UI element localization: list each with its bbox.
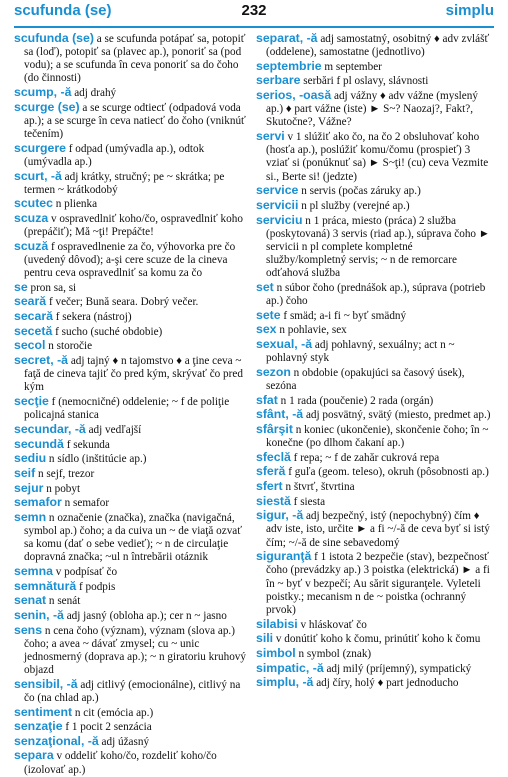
entry-headword: septembrie [256,58,322,73]
entry-definition: n cena čoho (význam), význam (slova ap.) čoho; a avea ~ dávať zmysel; cu ~ unic jednosmerný (doprava ap.); ~ n giratoriu kruhový objazd [24,624,246,677]
entry-headword: sfert [256,479,283,493]
dictionary-entry [14,395,246,422]
entry-definition: a se scurge odtiecť (odpadová voda ap.); a se scurge în ceva natiecť do čoho (vniknúť tečením) [24,101,246,141]
entry-headword: servicii [256,197,299,212]
entry-definition: v oddeliť koho/čo, rozdeliť koho/čo (izolovať ap.) [24,750,217,776]
entry-headword: serios, -oasă [256,88,332,103]
entry-definition: n sejf, trezor [35,467,95,480]
dictionary-entry [256,618,494,632]
entry-headword: senin, -ă [14,607,64,622]
entry-definition: n štvrť, štvrtina [282,481,355,493]
entry-definition: adj vedľajší [85,423,142,436]
right-column [256,32,494,691]
entry-definition: adj citlivý (emocionálne), citlivý na čo (na chlad ap.) [24,678,241,704]
dictionary-entry [256,32,494,59]
dictionary-entry [14,339,246,353]
dictionary-entry [256,662,494,676]
dictionary-entry [256,676,494,690]
entry-headword: serbare [256,73,301,88]
dictionary-entry [256,509,494,549]
entry-definition: serbări f pl oslavy, slávnosti [300,75,429,88]
dictionary-entry [256,495,494,509]
entry-definition: adj jasný (obloha ap.); cer n ~ jasno [63,609,227,622]
entry-headword: secundă [14,436,64,451]
dictionary-entry [14,240,246,280]
entry-definition: f ospravedlnenie za čo, výhovorka pre čo (uvedený dôvod); a-şi cere scuze de la cineva pentru ceva ospravedlniť sa komu za čo [24,240,236,280]
dictionary-entry [14,749,246,776]
entry-definition: adj drahý [71,87,117,100]
entry-definition: f podpis [76,580,116,593]
dictionary-entry [256,184,494,198]
page-header [14,0,494,28]
dictionary-entry [256,550,494,617]
entry-definition: n symbol (znak) [295,647,372,660]
entry-headword: secol [14,338,46,353]
entry-headword: sfârşit [256,421,293,436]
entry-definition: n semafor [61,497,110,510]
entry-headword: silabisi [256,616,298,631]
entry-definition: adj úžasný [98,735,150,748]
entry-headword: senat [14,593,47,608]
last-guide-word: simplu [445,2,494,19]
entry-headword: seif [14,465,36,480]
first-guide-word: scufunda (se) [14,2,112,19]
entry-definition: adj samostatný, osobitný ♦ adv zvlášť (oddelene), samostatne (jednotlivo) [266,33,490,59]
entry-headword: scurge (se) [14,99,80,114]
entry-definition: v donútiť koho k čomu, prinútiť koho k čomu [273,633,481,646]
entry-headword: serviciu [256,212,303,227]
dictionary-entry [14,624,246,678]
dictionary-entry [14,438,246,452]
dictionary-entry [14,467,246,481]
entry-headword: scufunda (se) [14,31,94,45]
dictionary-entry [256,423,494,450]
dictionary-entry [14,101,246,141]
entry-headword: scuza [14,211,49,226]
entry-definition: f 1 pocit 2 senzácia [62,721,152,734]
dictionary-entry [256,74,494,88]
dictionary-entry [14,325,246,339]
entry-definition: a se scufunda potápať sa, potopiť sa (loď), potopiť sa (plavec ap.), ponoriť sa (pod vodu); a se scufunda în ceva ponoriť sa do čoho (do činnosti) [24,33,246,85]
dictionary-entry [14,197,246,211]
dictionary-entry [14,452,246,466]
entry-headword: semnătură [14,578,77,593]
dictionary-entry [14,496,246,510]
entry-definition: f odpad (umývadla ap.), odtok (umývadla ap.) [24,142,205,168]
entry-definition: n pobyt [43,482,81,495]
dictionary-entry [256,214,494,281]
entry-definition: v ospravedlniť koho/čo, ospravedlniť koho (prepáčiť); Mă ~ţi! Prepáčte! [24,213,243,239]
entry-headword: sex [256,322,277,337]
entry-headword: sigur, -ă [256,508,304,523]
entry-definition: n súbor čoho (prednášok ap.), súprava (potrieb ap.) čoho [266,281,486,307]
entry-definition: n 1 práca, miesto (práca) 2 služba (poskytovaná) 3 servis (riad ap.), súprava čoho ► servicii n pl complete kompletné služby/kompletný servis; ~ n de remorcare odťahová služba [266,214,490,280]
entry-definition: n pl služby (verejné ap.) [298,199,410,212]
entry-headword: sferă [256,464,286,479]
dictionary-entry [256,394,494,408]
entry-headword: scutec [14,196,53,211]
entry-definition: adj krátky, stručný; pe ~ skrátka; pe termen ~ krátkodobý [24,170,225,196]
dictionary-entry [14,170,246,197]
dictionary-entry [14,565,246,579]
dictionary-entry [14,32,246,86]
entry-headword: sfeclă [256,449,291,464]
entry-headword: sfat [256,392,278,407]
dictionary-entry [14,511,246,565]
entry-headword: sexual, -ă [256,336,313,351]
entry-definition: n storočie [45,340,93,353]
entry-definition: f smäd; a-i fi ~ byť smädný [280,309,407,322]
entry-headword: secundar, -ă [14,421,86,436]
entry-headword: senzaţional, -ă [14,733,99,748]
entry-definition: pron sa, si [27,281,77,294]
dictionary-entry [256,647,494,661]
entry-headword: scurgere [14,140,66,155]
entry-headword: sejur [14,480,44,495]
entry-headword: scuză [14,238,49,253]
entry-headword: sezon [256,364,291,379]
entry-headword: simbol [256,645,296,660]
entry-definition: v podpísať čo [52,565,118,578]
dictionary-entry [256,451,494,465]
entry-definition: adj bezpečný, istý (nepochybný) čím ♦ adv iste, isto, určite ► a fi ~/-ă de ceva byť si istý čím; ~/-ă de sine sebavedomý [266,510,490,549]
entry-definition: n senát [46,595,81,608]
entry-headword: scump, -ă [14,85,72,100]
entry-headword: siestă [256,493,291,508]
entry-definition: f sucho (suché obdobie) [52,325,163,338]
dictionary-entry [256,408,494,422]
dictionary-entry [256,480,494,494]
entry-definition: n obdobie (opakujúci sa časový úsek), sezóna [266,366,465,392]
entry-definition: n pohlavie, sex [276,324,347,337]
dictionary-entry [256,632,494,646]
entry-definition: n koniec (ukončenie), skončenie čoho; în ~ konečne (po dlhom čakaní ap.) [266,423,489,450]
dictionary-entry [14,609,246,623]
entry-headword: siguranţă [256,549,312,564]
entry-headword: se [14,279,28,294]
dictionary-entry [256,130,494,184]
entry-definition: n cit (emócia ap.) [72,706,154,719]
entry-definition: adj číry, holý ♦ part jednoducho [313,677,459,690]
entry-definition: f sekunda [63,438,110,451]
entry-headword: sfânt, -ă [256,407,304,422]
dictionary-entry [14,295,246,309]
dictionary-entry [14,706,246,720]
dictionary-entry [256,60,494,74]
entry-definition: f (nemocničné) oddelenie; ~ f de poliţie policajná stanica [24,396,230,422]
entry-definition: f repa; ~ f de zahăr cukrová repa [290,451,440,464]
entry-definition: f sekera (nástroj) [52,311,132,324]
dictionary-entry [256,281,494,308]
entry-definition: f večer; Bună seara. Dobrý večer. [46,296,199,309]
dictionary-entry [256,465,494,479]
dictionary-entry [14,212,246,239]
entry-headword: separat, -ă [256,31,318,45]
entry-definition: n servis (počas záruky ap.) [298,185,421,198]
left-column [14,32,246,777]
entry-headword: semna [14,563,53,578]
dictionary-entry [14,720,246,734]
entry-headword: secară [14,309,53,324]
entry-headword: seară [14,294,47,309]
dictionary-entry [14,678,246,705]
dictionary-entry [256,199,494,213]
dictionary-entry [14,594,246,608]
entry-definition: adj posvätný, svätý (miesto, predmet ap.) [303,409,491,422]
entry-definition: n označenie (značka), značka (navigačná, symbol ap.) čoho; a da cuiva un ~ de viaţă ozvať sa komu (dať o sebe vedieť); ~ n de circulaţie dopravná značka; ~ul n întrebării otáznik [24,511,243,564]
entry-definition: adj pohlavný, sexuálny; act n ~ pohlavný styk [266,338,455,365]
entry-headword: simplu, -ă [256,675,314,690]
entry-definition: m september [321,60,382,73]
entry-definition: f siesta [290,495,326,508]
dictionary-entry [256,89,494,129]
entry-definition: n 1 rada (poučenie) 2 rada (orgán) [277,394,434,407]
entry-headword: sete [256,307,281,322]
entry-headword: senzaţie [14,719,63,734]
entry-definition: v 1 slúžiť ako čo, na čo 2 obsluhovať koho (hosťa ap.), poslúžiť komu/čomu (prospieť) 3 vziať si (ponúknuť sa) ► S~ţi! (cu) ceva Vezmite si., Berte si! (jedzte) [266,131,489,183]
entry-headword: separa [14,748,54,763]
entry-headword: sentiment [14,704,73,719]
dictionary-entry [14,482,246,496]
dictionary-entry [256,323,494,337]
entry-headword: sediu [14,451,47,466]
entry-headword: semn [14,509,47,524]
dictionary-entry [256,309,494,323]
dictionary-entry [14,281,246,295]
entry-headword: sens [14,622,43,637]
entry-definition: v hláskovať čo [297,618,367,631]
dictionary-entry [14,735,246,749]
entry-headword: sensibil, -ă [14,676,78,691]
entry-headword: secţie [14,394,49,409]
dictionary-entry [14,310,246,324]
entry-headword: servi [256,129,285,144]
dictionary-entry [14,354,246,394]
entry-definition: n sídlo (inštitúcie ap.) [46,453,147,466]
entry-headword: sili [256,631,274,646]
entry-headword: secret, -ă [14,353,69,368]
entry-definition: f 1 istota 2 bezpečie (stav), bezpečnosť čoho (prevádzky ap.) 3 poistka (elektrická) ► a fi în ~ byť v bezpečí; Au sărit siguranţele. Vyleteli poistky.; mecanism n de ~ poistka (ochranný prvok) [266,551,490,616]
entry-headword: service [256,183,299,198]
dictionary-entry [14,580,246,594]
entry-headword: simpatic, -ă [256,660,324,675]
entry-definition: adj milý (príjemný), sympatický [323,662,472,675]
entry-definition: adj vážny ♦ adv vážne (myslený ap.) ♦ part vážne (iste) ► S~? Naozaj?, Fakt?, Skutočne?, Vážne? [266,90,478,129]
entry-definition: n plienka [52,198,98,211]
entry-headword: set [256,279,274,294]
dictionary-entry [256,366,494,393]
entry-headword: scurt, -ă [14,168,62,183]
entry-definition: f guľa (geom. teleso), okruh (pôsobnosti ap.) [285,466,489,479]
dictionary-entry [14,142,246,169]
entry-headword: secetă [14,323,53,338]
page-number: 232 [241,2,267,19]
dictionary-entry [256,338,494,365]
dictionary-entry [14,423,246,437]
entry-headword: semafor [14,495,62,510]
entry-definition: adj tajný ♦ n tajomstvo ♦ a ţine ceva ~ faţă de cineva tajiť čo pred kým, skrývať čo pred kým [24,355,243,394]
dictionary-entry [14,86,246,100]
